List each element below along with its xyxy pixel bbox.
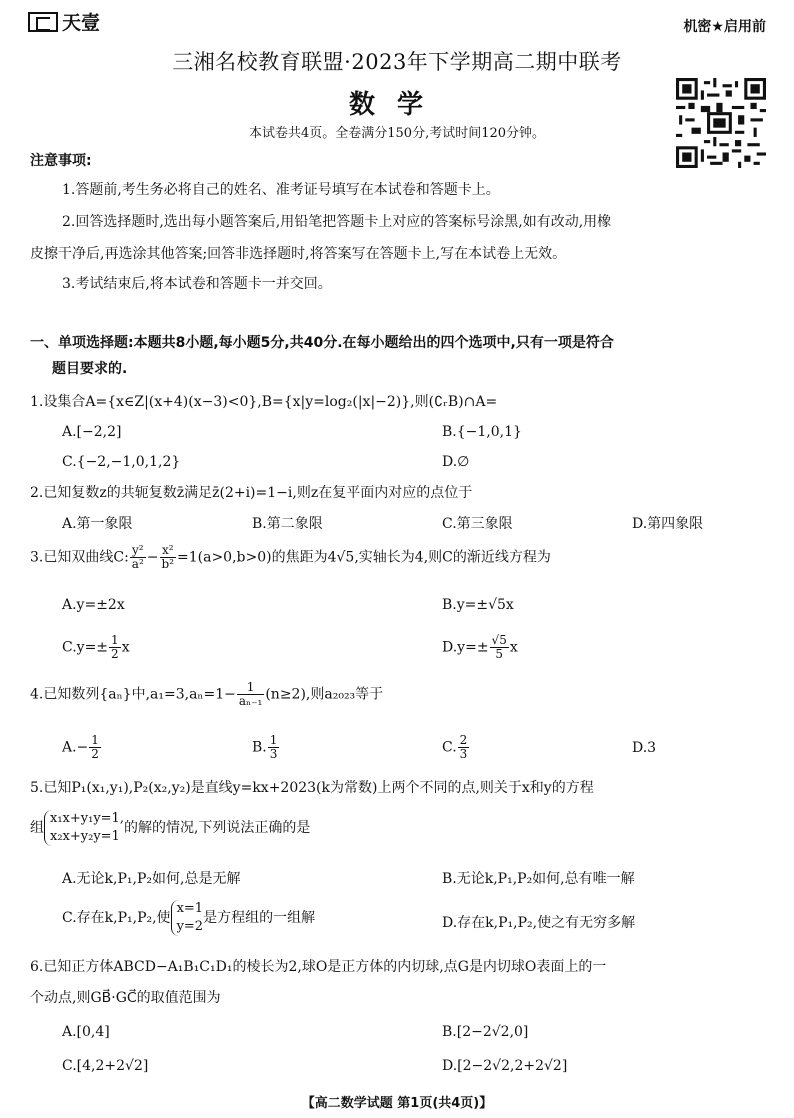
q5-option-b: B.无论k,P₁,P₂如何,总有唯一解 bbox=[442, 871, 635, 887]
equation-system: x₁x+y₁y=1, x₂x+y₂y=1 bbox=[44, 810, 124, 846]
section-heading bbox=[30, 330, 770, 382]
note-item-3: 3.考试结束后,将本试卷和答题卡一并交回。 bbox=[62, 276, 332, 292]
q4-option-b: B. $\frac{1}{3}$ bbox=[252, 733, 278, 761]
logo-text: 天壹 bbox=[62, 12, 101, 34]
question-1-stem: 1.设集合A={x∈Z|(x+4)(x−3)<0},B={x|y=log₂(|x|−2)},则(∁ᵣB)∩A= bbox=[30, 394, 498, 410]
q5-option-a: A.无论k,P₁,P₂如何,总是无解 bbox=[62, 871, 241, 887]
q2-option-d: D.第四象限 bbox=[632, 516, 704, 532]
note-item-1: 1.答题前,考生务必将自己的姓名、准考证号填写在本试卷和答题卡上。 bbox=[62, 182, 500, 198]
q6-option-c: C.[4,2+2√2] bbox=[62, 1058, 149, 1074]
qr-code-icon bbox=[676, 78, 766, 168]
question-6-stem-line2: 个动点,则GB⃗·GC⃗的取值范围为 bbox=[30, 990, 221, 1006]
q2-option-b: B.第二象限 bbox=[252, 516, 323, 532]
q3-option-a: A.y=±2x bbox=[62, 597, 125, 613]
q4-option-c: C. $\frac{2}{3}$ bbox=[442, 733, 468, 761]
section-heading-line1: 一、单项选择题:本题共8小题,每小题5分,共40分.在每小题给出的四个选项中,只有一项是符合 bbox=[30, 335, 614, 351]
q6-option-b: B.[2−2√2,0] bbox=[442, 1024, 529, 1040]
publisher-logo bbox=[28, 8, 100, 35]
q5-option-d: D.存在k,P₁,P₂,使之有无穷多解 bbox=[442, 915, 636, 931]
q4-option-a: A.− $\frac{1}{2}$ bbox=[62, 733, 99, 761]
q2-option-c: C.第三象限 bbox=[442, 516, 513, 532]
question-4-stem: 4.已知数列{aₙ}中,a₁=3,aₙ=1− $\frac{1}{\text{aₙ₋₁}}$ (n≥2),则a₂₀₂₃等于 bbox=[30, 680, 384, 708]
q5-option-c: C.存在k,P₁,P₂,使 x=1 y=2 是方程组的一组解 bbox=[62, 901, 316, 934]
q4-option-d: D.3 bbox=[632, 740, 657, 756]
confidential-label: 机密★启用前 bbox=[683, 19, 766, 35]
q1-option-c: C.{−2,−1,0,1,2} bbox=[62, 454, 181, 470]
note-item-2: 2.回答选择题时,选出每小题答案后,用铅笔把答题卡上对应的答案标号涂黑,如有改动,用橡 bbox=[62, 214, 612, 230]
q1-option-d: D.∅ bbox=[442, 454, 470, 470]
q3-option-d: D.y=± $\frac{√5}{5}$ x bbox=[442, 633, 518, 661]
fraction: $\frac{\text{y²}}{\text{a²}}$ bbox=[131, 543, 144, 571]
subject-title: 数学 bbox=[348, 90, 445, 120]
notes-heading: 注意事项: bbox=[30, 153, 92, 169]
note-item-2-cont: 皮擦干净后,再选涂其他答案;回答非选择题时,将答案写在答题卡上,写在本试卷上无效。 bbox=[30, 246, 567, 262]
section-heading-line2: 题目要求的. bbox=[52, 361, 128, 377]
q6-option-a: A.[0,4] bbox=[62, 1024, 110, 1040]
exam-info: 本试卷共4页。全卷满分150分,考试时间120分钟。 bbox=[248, 126, 546, 141]
q1-option-a: A.[−2,2] bbox=[62, 424, 122, 440]
question-6-stem-line1: 6.已知正方体ABCD−A₁B₁C₁D₁的棱长为2,球O是正方体的内切球,点G是内切球O表面上的一 bbox=[30, 959, 607, 975]
q3-option-c: C.y=± $\frac{1}{2}$ x bbox=[62, 633, 130, 661]
q2-option-a: A.第一象限 bbox=[62, 516, 133, 532]
question-2-stem: 2.已知复数z的共轭复数z̄满足z̄(2+i)=1−i,则z在复平面内对应的点位于 bbox=[30, 485, 473, 501]
q3-option-b: B.y=±√5x bbox=[442, 597, 514, 613]
logo-icon bbox=[28, 12, 58, 32]
fraction: $\frac{\text{x²}}{\text{b²}}$ bbox=[161, 543, 174, 571]
exam-title: 三湘名校教育联盟·2023年下学期高二期中联考 bbox=[172, 50, 622, 74]
q1-option-b: B.{−1,0,1} bbox=[442, 424, 522, 440]
question-5-stem-line1: 5.已知P₁(x₁,y₁),P₂(x₂,y₂)是直线y=kx+2023(k为常数)上两个不同的点,则关于x和y的方程 bbox=[30, 780, 594, 796]
question-3-stem: 3.已知双曲线C: $\frac{\text{y²}}{\text{a²}}$ − $\frac{\text{x²}}{\text{b²}}$ =1(a>0,b>0)的焦距为4√5,实轴长为4,则C的渐近线方程为 bbox=[30, 543, 551, 571]
question-5-stem-line2: 组 x₁x+y₁y=1, x₂x+y₂y=1 的解的情况,下列说法正确的是 bbox=[30, 811, 311, 844]
page-footer: 【高二数学试题 第1页(共4页)】 bbox=[301, 1096, 493, 1111]
q6-option-d: D.[2−2√2,2+2√2] bbox=[442, 1058, 568, 1074]
